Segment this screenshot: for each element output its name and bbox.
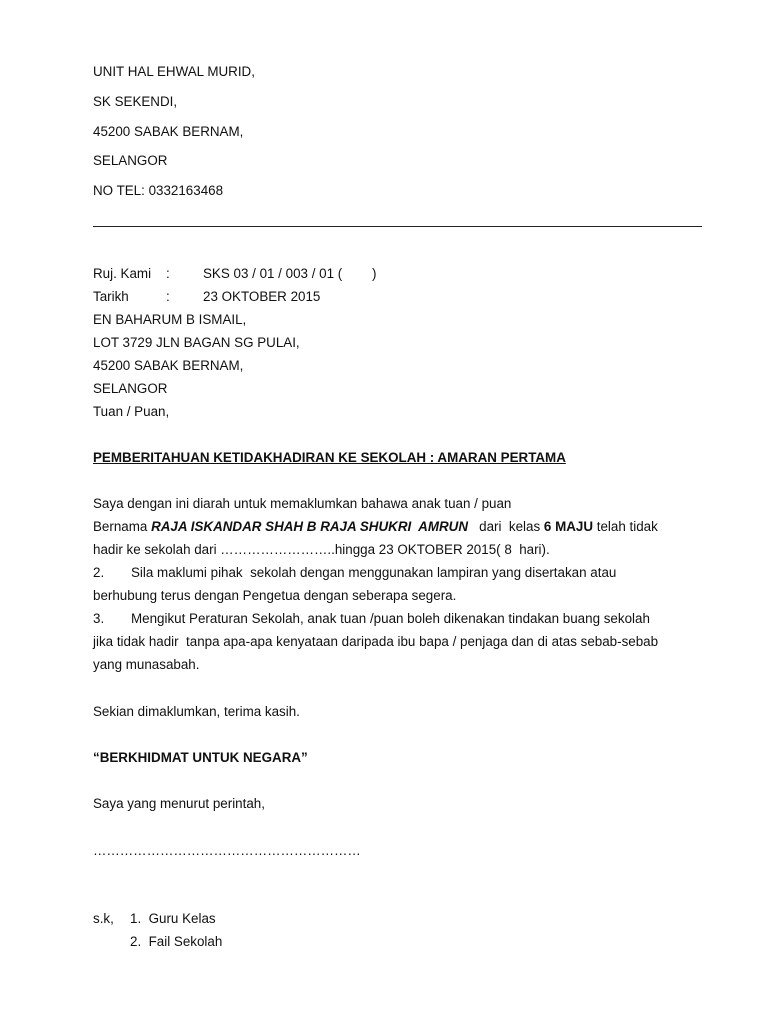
date-label: Tarikh bbox=[93, 289, 129, 304]
body-p1-line2 bbox=[93, 519, 658, 535]
ref-value: SKS 03 / 01 / 003 / 01 ( ) bbox=[203, 266, 377, 281]
body-p1-line3: hadir ke sekolah dari ……………………..hingga 23 OKTOBER 2015( 8 hari). bbox=[93, 542, 550, 557]
recipient-name: EN BAHARUM B ISMAIL, bbox=[93, 312, 247, 327]
p3-text: Mengikut Peraturan Sekolah, anak tuan /puan boleh dikenakan tindakan buang sekolah bbox=[131, 611, 650, 626]
p3-number: 3. bbox=[93, 611, 105, 626]
student-name: RAJA ISKANDAR SHAH B RAJA SHUKRI AMRUN bbox=[151, 519, 468, 534]
signature-dots: …………………………………………………… bbox=[93, 843, 361, 858]
header-school: SK SEKENDI, bbox=[93, 94, 178, 109]
date-colon: : bbox=[166, 289, 170, 304]
reference-row bbox=[93, 266, 376, 282]
header-postcode-city: 45200 SABAK BERNAM, bbox=[93, 124, 244, 139]
letter-subject: PEMBERITAHUAN KETIDAKHADIRAN KE SEKOLAH : AMARAN PERTAMA bbox=[93, 450, 566, 465]
cc-row-1 bbox=[93, 911, 216, 927]
cc-label: s.k, bbox=[93, 911, 114, 926]
closing-line: Sekian dimaklumkan, terima kasih. bbox=[93, 704, 300, 719]
recipient-address2: 45200 SABAK BERNAM, bbox=[93, 358, 244, 373]
ref-colon: : bbox=[166, 266, 170, 281]
recipient-address1: LOT 3729 JLN BAGAN SG PULAI, bbox=[93, 335, 300, 350]
body-p1-line1: Saya dengan ini diarah untuk memaklumkan bahawa anak tuan / puan bbox=[93, 496, 512, 511]
header-state: SELANGOR bbox=[93, 153, 168, 168]
class-name: 6 MAJU bbox=[543, 519, 594, 534]
signature-line: Saya yang menurut perintah, bbox=[93, 796, 265, 811]
cc-item-2: 2. Fail Sekolah bbox=[130, 934, 223, 949]
body-p1-line2-a: Bernama bbox=[93, 519, 152, 534]
p2-text: Sila maklumi pihak sekolah dengan menggunakan lampiran yang disertakan atau bbox=[131, 565, 617, 580]
body-p3-line2: jika tidak hadir tanpa apa-apa kenyataan daripada ibu bapa / penjaga dan di atas sebab-sebab bbox=[93, 634, 659, 649]
body-p2-line2: berhubung terus dengan Pengetua dengan seberapa segera. bbox=[93, 588, 457, 603]
header-unit: UNIT HAL EHWAL MURID, bbox=[93, 64, 255, 79]
motto: “BERKHIDMAT UNTUK NEGARA” bbox=[93, 750, 308, 765]
header-phone: NO TEL: 0332163468 bbox=[93, 183, 224, 198]
body-p3-line1 bbox=[93, 611, 650, 627]
body-p1-line2-b: dari kelas bbox=[467, 519, 544, 534]
cc-row-2 bbox=[93, 934, 222, 950]
body-p3-line3: yang munasabah. bbox=[93, 657, 200, 672]
recipient-state: SELANGOR bbox=[93, 381, 168, 396]
cc-item-1: 1. Guru Kelas bbox=[130, 911, 216, 926]
header-divider bbox=[93, 226, 702, 227]
ref-label: Ruj. Kami bbox=[93, 266, 152, 281]
body-p1-line2-c: telah tidak bbox=[593, 519, 658, 534]
salutation: Tuan / Puan, bbox=[93, 404, 170, 419]
date-row bbox=[93, 289, 320, 305]
p2-number: 2. bbox=[93, 565, 105, 580]
date-value: 23 OKTOBER 2015 bbox=[203, 289, 321, 304]
body-p2-line1 bbox=[93, 565, 616, 581]
